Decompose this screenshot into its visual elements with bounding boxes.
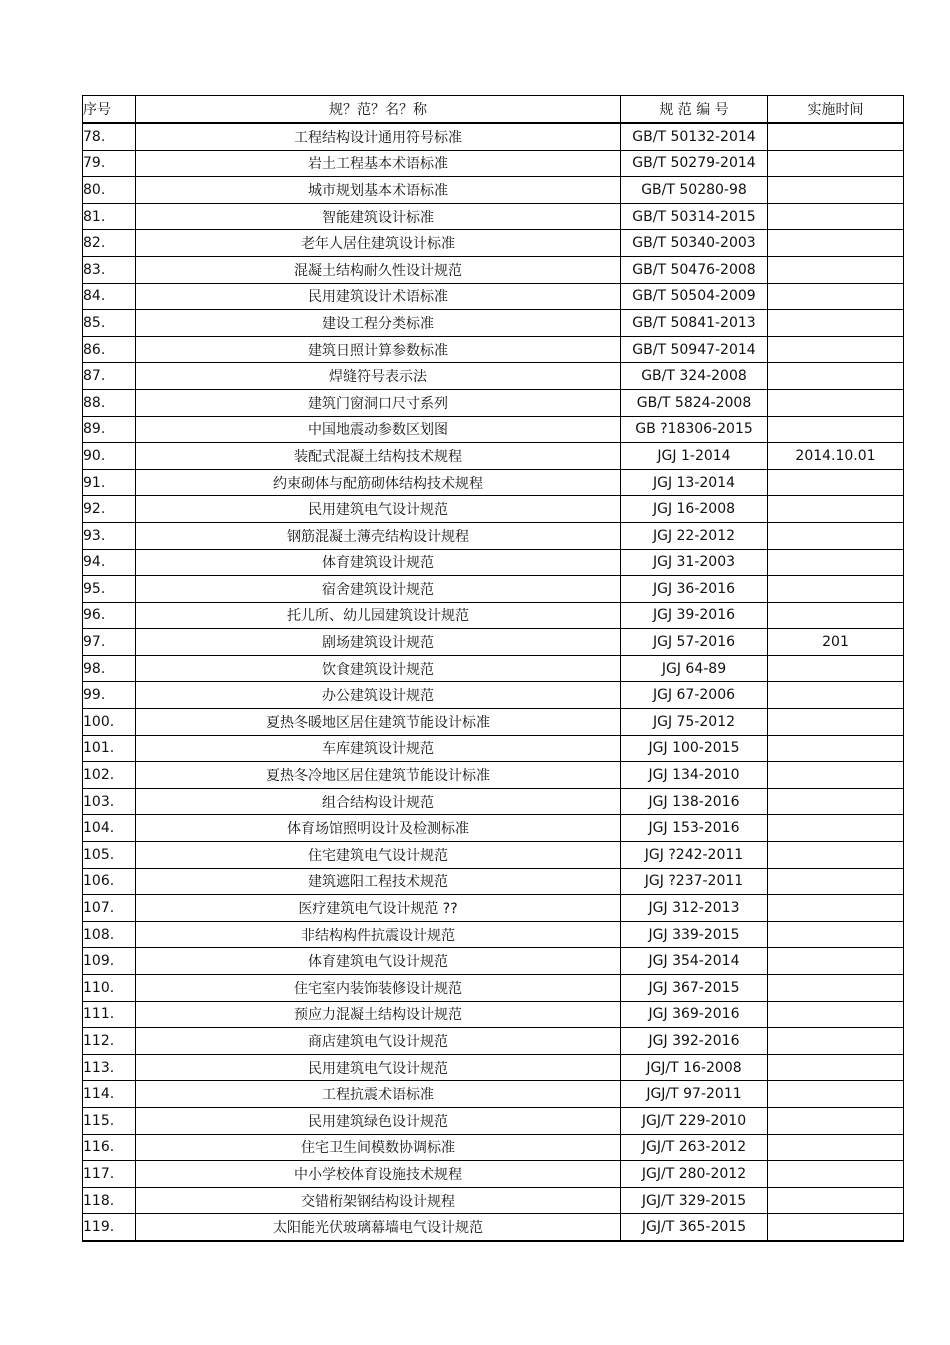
cell-effective-date (768, 921, 904, 948)
cell-serial-number: 105. (83, 842, 136, 869)
cell-standard-name: 交错桁架钢结构设计规程 (136, 1187, 621, 1214)
table-row (83, 203, 904, 230)
table-header-row (83, 96, 904, 124)
cell-standard-code: JGJ/T 263-2012 (621, 1134, 768, 1161)
cell-standard-name: 装配式混凝土结构技术规程 (136, 443, 621, 470)
cell-standard-code: JGJ/T 229-2010 (621, 1107, 768, 1134)
cell-standard-name: 托儿所、幼儿园建筑设计规范 (136, 602, 621, 629)
cell-standard-name: 岩土工程基本术语标准 (136, 150, 621, 177)
cell-standard-name: 建筑门窗洞口尺寸系列 (136, 389, 621, 416)
cell-standard-name: 太阳能光伏玻璃幕墙电气设计规范 (136, 1214, 621, 1241)
cell-serial-number: 84. (83, 283, 136, 310)
cell-standard-code: JGJ 67-2006 (621, 682, 768, 709)
header-standard-code: 规 范 编 号 (621, 96, 768, 124)
cell-standard-name: 老年人居住建筑设计标准 (136, 230, 621, 257)
table-row (83, 522, 904, 549)
cell-effective-date (768, 1107, 904, 1134)
cell-standard-code: JGJ 57-2016 (621, 629, 768, 656)
cell-serial-number: 113. (83, 1054, 136, 1081)
cell-effective-date (768, 735, 904, 762)
table-row (83, 709, 904, 736)
cell-serial-number: 119. (83, 1214, 136, 1241)
cell-effective-date (768, 336, 904, 363)
table-row (83, 496, 904, 523)
cell-standard-name: 车库建筑设计规范 (136, 735, 621, 762)
cell-standard-name: 宿舍建筑设计规范 (136, 576, 621, 603)
cell-effective-date (768, 1161, 904, 1188)
cell-serial-number: 116. (83, 1134, 136, 1161)
cell-standard-code: GB/T 50340-2003 (621, 230, 768, 257)
cell-serial-number: 109. (83, 948, 136, 975)
cell-effective-date (768, 682, 904, 709)
cell-standard-name: 组合结构设计规范 (136, 788, 621, 815)
table-row (83, 469, 904, 496)
cell-serial-number: 106. (83, 868, 136, 895)
cell-standard-name: 预应力混凝土结构设计规范 (136, 1001, 621, 1028)
cell-standard-code: JGJ ?237-2011 (621, 868, 768, 895)
table-row (83, 389, 904, 416)
cell-effective-date (768, 788, 904, 815)
cell-standard-code: GB/T 50947-2014 (621, 336, 768, 363)
cell-standard-code: JGJ ?242-2011 (621, 842, 768, 869)
cell-serial-number: 98. (83, 655, 136, 682)
cell-effective-date (768, 842, 904, 869)
cell-effective-date (768, 469, 904, 496)
cell-standard-code: JGJ/T 97-2011 (621, 1081, 768, 1108)
cell-standard-code: GB/T 50841-2013 (621, 310, 768, 337)
table-row (83, 1134, 904, 1161)
cell-standard-name: 夏热冬冷地区居住建筑节能设计标准 (136, 762, 621, 789)
cell-standard-name: 饮食建筑设计规范 (136, 655, 621, 682)
table-row (83, 1107, 904, 1134)
cell-standard-code: GB/T 5824-2008 (621, 389, 768, 416)
cell-standard-code: GB/T 324-2008 (621, 363, 768, 390)
cell-standard-name: 民用建筑设计术语标准 (136, 283, 621, 310)
cell-standard-name: 非结构构件抗震设计规范 (136, 921, 621, 948)
table-row (83, 629, 904, 656)
cell-effective-date: 2014.10.01 (768, 443, 904, 470)
table-row (83, 788, 904, 815)
cell-serial-number: 99. (83, 682, 136, 709)
table-row (83, 1054, 904, 1081)
cell-standard-code: JGJ 64-89 (621, 655, 768, 682)
cell-standard-name: 住宅建筑电气设计规范 (136, 842, 621, 869)
table-row (83, 336, 904, 363)
cell-effective-date (768, 522, 904, 549)
cell-effective-date (768, 602, 904, 629)
cell-serial-number: 78. (83, 123, 136, 150)
table-row (83, 150, 904, 177)
table-row (83, 549, 904, 576)
cell-standard-name: 中小学校体育设施技术规程 (136, 1161, 621, 1188)
cell-serial-number: 100. (83, 709, 136, 736)
cell-standard-name: 混凝土结构耐久性设计规范 (136, 256, 621, 283)
cell-serial-number: 115. (83, 1107, 136, 1134)
table-row (83, 655, 904, 682)
cell-standard-code: JGJ 75-2012 (621, 709, 768, 736)
cell-standard-code: JGJ 354-2014 (621, 948, 768, 975)
cell-serial-number: 89. (83, 416, 136, 443)
cell-standard-code: GB/T 50279-2014 (621, 150, 768, 177)
cell-standard-name: 工程抗震术语标准 (136, 1081, 621, 1108)
cell-standard-code: JGJ 138-2016 (621, 788, 768, 815)
table-row (83, 895, 904, 922)
cell-serial-number: 85. (83, 310, 136, 337)
cell-serial-number: 97. (83, 629, 136, 656)
cell-effective-date (768, 1187, 904, 1214)
cell-standard-code: JGJ 369-2016 (621, 1001, 768, 1028)
cell-effective-date (768, 655, 904, 682)
cell-serial-number: 87. (83, 363, 136, 390)
cell-effective-date (768, 363, 904, 390)
cell-standard-code: JGJ 367-2015 (621, 975, 768, 1002)
table-row (83, 1001, 904, 1028)
cell-standard-name: 体育场馆照明设计及检测标准 (136, 815, 621, 842)
cell-standard-name: 剧场建筑设计规范 (136, 629, 621, 656)
cell-standard-name: 医疗建筑电气设计规范 ?? (136, 895, 621, 922)
cell-serial-number: 114. (83, 1081, 136, 1108)
cell-standard-code: JGJ 153-2016 (621, 815, 768, 842)
cell-standard-name: 民用建筑电气设计规范 (136, 1054, 621, 1081)
cell-standard-code: JGJ 134-2010 (621, 762, 768, 789)
cell-standard-code: JGJ/T 365-2015 (621, 1214, 768, 1241)
cell-standard-name: 民用建筑电气设计规范 (136, 496, 621, 523)
table-row (83, 815, 904, 842)
cell-standard-name: 约束砌体与配筋砌体结构技术规程 (136, 469, 621, 496)
cell-standard-code: JGJ/T 329-2015 (621, 1187, 768, 1214)
cell-standard-name: 夏热冬暖地区居住建筑节能设计标准 (136, 709, 621, 736)
cell-effective-date (768, 150, 904, 177)
cell-serial-number: 86. (83, 336, 136, 363)
cell-effective-date (768, 868, 904, 895)
cell-standard-code: JGJ 16-2008 (621, 496, 768, 523)
cell-serial-number: 79. (83, 150, 136, 177)
cell-serial-number: 90. (83, 443, 136, 470)
cell-standard-name: 建筑日照计算参数标准 (136, 336, 621, 363)
cell-effective-date (768, 1081, 904, 1108)
cell-effective-date (768, 948, 904, 975)
cell-serial-number: 83. (83, 256, 136, 283)
table-row (83, 576, 904, 603)
cell-standard-code: JGJ 22-2012 (621, 522, 768, 549)
cell-standard-code: JGJ 1-2014 (621, 443, 768, 470)
cell-standard-code: JGJ 13-2014 (621, 469, 768, 496)
cell-standard-code: GB/T 50132-2014 (621, 123, 768, 150)
cell-standard-name: 焊缝符号表示法 (136, 363, 621, 390)
cell-standard-code: GB ?18306-2015 (621, 416, 768, 443)
table-row (83, 1187, 904, 1214)
cell-effective-date (768, 549, 904, 576)
cell-serial-number: 110. (83, 975, 136, 1002)
cell-standard-name: 钢筋混凝土薄壳结构设计规程 (136, 522, 621, 549)
cell-serial-number: 103. (83, 788, 136, 815)
cell-serial-number: 81. (83, 203, 136, 230)
table-row (83, 230, 904, 257)
cell-effective-date (768, 310, 904, 337)
cell-standard-name: 体育建筑设计规范 (136, 549, 621, 576)
cell-standard-code: GB/T 50314-2015 (621, 203, 768, 230)
table-row (83, 363, 904, 390)
table-body (83, 123, 904, 1241)
cell-serial-number: 112. (83, 1028, 136, 1055)
cell-effective-date (768, 975, 904, 1002)
cell-standard-name: 民用建筑绿色设计规范 (136, 1107, 621, 1134)
cell-serial-number: 91. (83, 469, 136, 496)
table-row (83, 310, 904, 337)
cell-effective-date (768, 283, 904, 310)
header-effective-date: 实施时间 (768, 96, 904, 124)
cell-serial-number: 111. (83, 1001, 136, 1028)
cell-serial-number: 102. (83, 762, 136, 789)
table-row (83, 123, 904, 150)
cell-serial-number: 108. (83, 921, 136, 948)
table-row (83, 948, 904, 975)
cell-standard-code: JGJ/T 16-2008 (621, 1054, 768, 1081)
cell-standard-name: 商店建筑电气设计规范 (136, 1028, 621, 1055)
cell-effective-date (768, 709, 904, 736)
table-row (83, 682, 904, 709)
cell-standard-name: 建筑遮阳工程技术规范 (136, 868, 621, 895)
header-serial-number: 序号 (83, 96, 136, 124)
table-row (83, 177, 904, 204)
table-row (83, 975, 904, 1002)
cell-effective-date (768, 1001, 904, 1028)
cell-effective-date (768, 1134, 904, 1161)
header-standard-name: 规？范？名？称 (136, 96, 621, 124)
cell-serial-number: 118. (83, 1187, 136, 1214)
table-row (83, 762, 904, 789)
table-row (83, 1081, 904, 1108)
table-row (83, 602, 904, 629)
cell-effective-date (768, 815, 904, 842)
cell-standard-code: JGJ/T 280-2012 (621, 1161, 768, 1188)
cell-standard-name: 住宅室内装饰装修设计规范 (136, 975, 621, 1002)
cell-effective-date (768, 762, 904, 789)
cell-serial-number: 96. (83, 602, 136, 629)
cell-effective-date (768, 230, 904, 257)
cell-effective-date (768, 1054, 904, 1081)
cell-effective-date (768, 576, 904, 603)
cell-effective-date: 201 (768, 629, 904, 656)
cell-serial-number: 104. (83, 815, 136, 842)
standards-table (82, 95, 904, 1242)
cell-serial-number: 82. (83, 230, 136, 257)
cell-standard-name: 中国地震动参数区划图 (136, 416, 621, 443)
table-row (83, 842, 904, 869)
cell-serial-number: 80. (83, 177, 136, 204)
cell-serial-number: 92. (83, 496, 136, 523)
cell-effective-date (768, 256, 904, 283)
table-row (83, 921, 904, 948)
table-row (83, 443, 904, 470)
cell-serial-number: 107. (83, 895, 136, 922)
cell-effective-date (768, 496, 904, 523)
cell-standard-name: 工程结构设计通用符号标准 (136, 123, 621, 150)
cell-standard-code: JGJ 392-2016 (621, 1028, 768, 1055)
cell-serial-number: 101. (83, 735, 136, 762)
table-row (83, 1214, 904, 1241)
cell-effective-date (768, 1028, 904, 1055)
cell-serial-number: 117. (83, 1161, 136, 1188)
cell-standard-name: 城市规划基本术语标准 (136, 177, 621, 204)
cell-standard-name: 智能建筑设计标准 (136, 203, 621, 230)
cell-effective-date (768, 389, 904, 416)
cell-effective-date (768, 895, 904, 922)
cell-standard-code: GB/T 50280-98 (621, 177, 768, 204)
cell-effective-date (768, 177, 904, 204)
cell-standard-code: JGJ 39-2016 (621, 602, 768, 629)
cell-standard-name: 体育建筑电气设计规范 (136, 948, 621, 975)
cell-standard-code: JGJ 339-2015 (621, 921, 768, 948)
cell-serial-number: 95. (83, 576, 136, 603)
cell-serial-number: 88. (83, 389, 136, 416)
table-row (83, 735, 904, 762)
cell-effective-date (768, 416, 904, 443)
table-row (83, 416, 904, 443)
cell-standard-code: JGJ 100-2015 (621, 735, 768, 762)
cell-standard-code: GB/T 50504-2009 (621, 283, 768, 310)
cell-standard-code: JGJ 31-2003 (621, 549, 768, 576)
cell-effective-date (768, 123, 904, 150)
cell-serial-number: 93. (83, 522, 136, 549)
table-row (83, 1161, 904, 1188)
table-row (83, 1028, 904, 1055)
cell-serial-number: 94. (83, 549, 136, 576)
cell-effective-date (768, 203, 904, 230)
cell-effective-date (768, 1214, 904, 1241)
table-row (83, 283, 904, 310)
cell-standard-code: JGJ 312-2013 (621, 895, 768, 922)
cell-standard-code: JGJ 36-2016 (621, 576, 768, 603)
table-row (83, 868, 904, 895)
cell-standard-code: GB/T 50476-2008 (621, 256, 768, 283)
cell-standard-name: 办公建筑设计规范 (136, 682, 621, 709)
cell-standard-name: 建设工程分类标准 (136, 310, 621, 337)
table-row (83, 256, 904, 283)
cell-standard-name: 住宅卫生间模数协调标准 (136, 1134, 621, 1161)
